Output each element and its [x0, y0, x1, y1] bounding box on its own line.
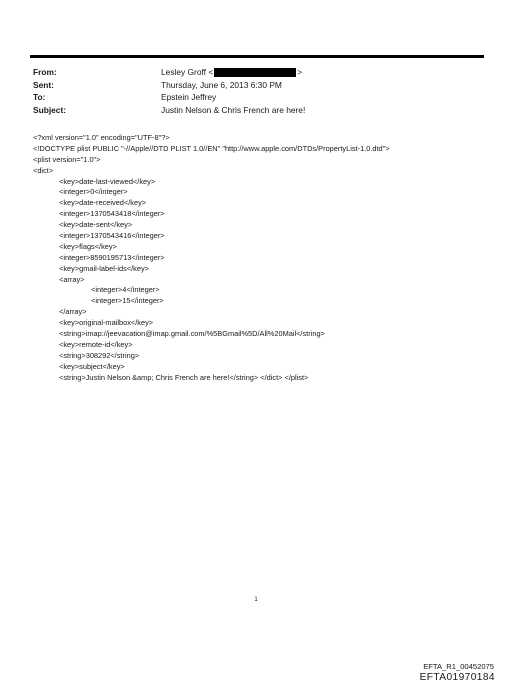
redaction-block [214, 68, 296, 77]
plist-line: <array> [59, 274, 85, 284]
plist-line: <key>remote-id</key> [59, 339, 133, 349]
email-header [33, 66, 483, 116]
plist-line: <integer>1370543416</integer> [59, 231, 165, 241]
from-row [33, 66, 483, 79]
plist-line: <key>date-sent</key> [59, 220, 133, 230]
to-value: Epstein Jeffrey [161, 92, 217, 103]
email-body [33, 133, 493, 383]
bates-number-primary: EFTA_R1_00452075 [423, 662, 494, 671]
plist-line: <key>date-last-viewed</key> [59, 176, 156, 186]
plist-line: <integer>8590195713</integer> [59, 252, 165, 262]
to-label: To: [33, 92, 46, 103]
from-value [161, 67, 302, 77]
plist-line: <integer>0</integer> [59, 187, 128, 197]
subject-value: Justin Nelson & Chris French are here! [161, 104, 306, 115]
plist-line: <integer>4</integer> [91, 285, 160, 295]
sent-row [33, 79, 483, 92]
sent-label: Sent: [33, 79, 54, 90]
to-row [33, 91, 483, 104]
plist-line: <key>subject</key> [59, 361, 125, 371]
doctype-line: <!DOCTYPE plist PUBLIC "-//Apple//DTD PLIST 1.0//EN" "http://www.apple.com/DTDs/PropertyList-1.0.dtd"> [33, 143, 390, 153]
plist-line: <key>original-mailbox</key> [59, 318, 154, 328]
sent-value: Thursday, June 6, 2013 6:30 PM [161, 79, 282, 90]
from-suffix: > [297, 67, 303, 78]
header-rule [30, 55, 484, 58]
subject-label: Subject: [33, 104, 67, 115]
xml-declaration-line: <?xml version="1.0" encoding="UTF-8"?> [33, 133, 170, 142]
plist-open-line: <plist version="1.0"> [33, 154, 101, 164]
plist-line: <key>date-received</key> [59, 198, 147, 208]
plist-line: <string>imap://jeevacation@imap.gmail.com/%5BGmail%5D/All%20Mail</string> [59, 329, 325, 339]
plist-line: </array> [59, 307, 87, 317]
from-name: Lesley Groff < [161, 67, 214, 78]
from-label: From: [33, 67, 57, 78]
plist-line: <string>308292</string> [59, 350, 140, 360]
page-number: 1 [254, 597, 258, 603]
plist-line: <integer>15</integer> [91, 296, 164, 306]
plist-line: <key>flags</key> [59, 241, 117, 251]
dict-open-line: <dict> [33, 165, 54, 175]
plist-line: <string>Justin Nelson &amp; Chris French are here!</string> </dict> </plist> [59, 372, 309, 382]
plist-line: <integer>1370543418</integer> [59, 209, 165, 219]
plist-line: <key>gmail-label-ids</key> [59, 263, 149, 273]
bates-number-secondary: EFTA01970184 [419, 672, 495, 683]
subject-row [33, 104, 483, 117]
